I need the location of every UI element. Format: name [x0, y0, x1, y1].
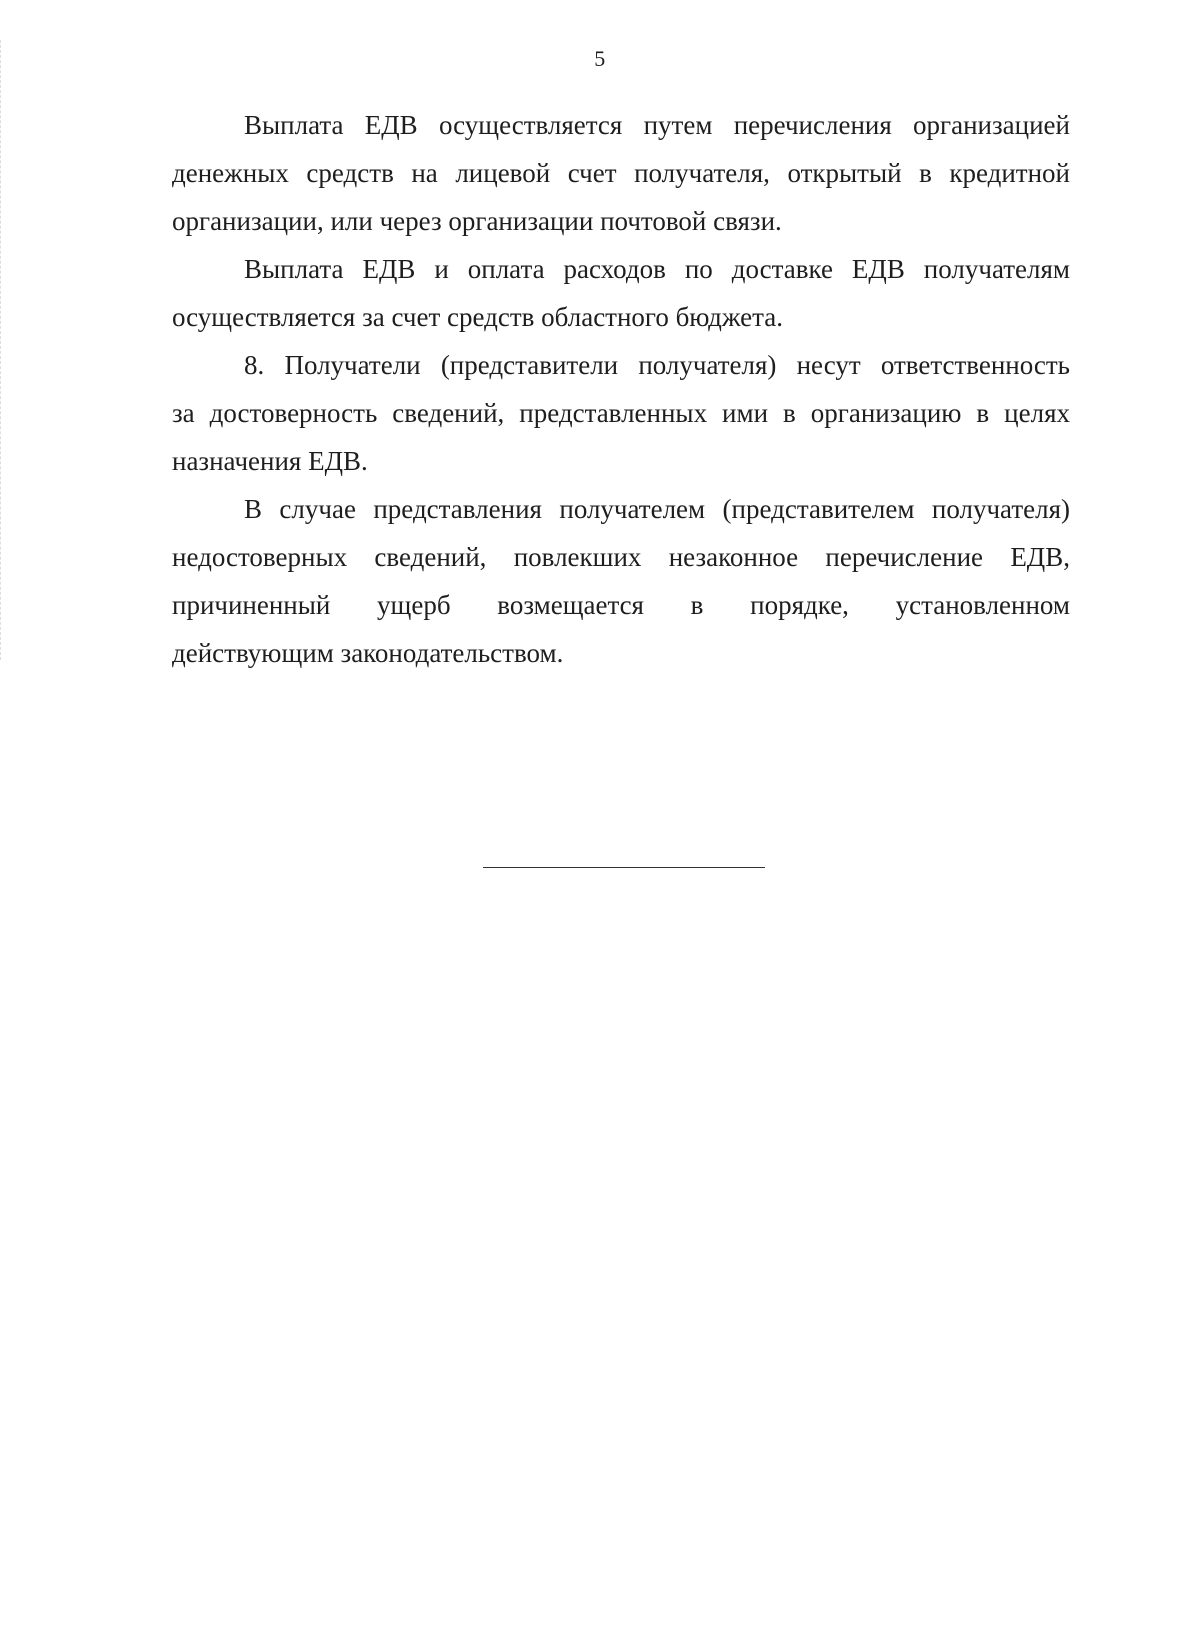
- text-line: организации, или через организации почтовой связи.: [172, 206, 782, 236]
- page-number: 5: [594, 46, 606, 71]
- text-line: 8. Получатели (представители получателя) несут ответственность: [244, 350, 1070, 380]
- text-line: недостоверных сведений, повлекших незаконное перечисление ЕДВ,: [172, 542, 1070, 572]
- text-line: Выплата ЕДВ осуществляется путем перечисления организацией: [244, 110, 1070, 140]
- text-line: назначения ЕДВ.: [172, 446, 368, 476]
- paragraph-payment-method: [172, 101, 1070, 245]
- paragraph-payment-funding: [172, 245, 1070, 341]
- end-of-document-rule: [483, 867, 765, 868]
- text-line: В случае представления получателем (представителем получателя): [244, 494, 1070, 524]
- text-line: за достоверность сведений, представленных ими в организацию в целях: [172, 398, 1070, 428]
- scan-edge-mark: [0, 40, 3, 660]
- text-line: осуществляется за счет средств областного бюджета.: [172, 302, 783, 332]
- text-line: денежных средств на лицевой счет получателя, открытый в кредитной: [172, 158, 1070, 188]
- text-line: Выплата ЕДВ и оплата расходов по доставке ЕДВ получателям: [244, 254, 1070, 284]
- text-line: причиненный ущерб возмещается в порядке, установленном: [172, 590, 1070, 620]
- paragraph-false-information: [172, 485, 1070, 677]
- document-body: [172, 101, 1070, 677]
- text-line: действующим законодательством.: [172, 638, 564, 668]
- paragraph-recipient-responsibility: [172, 341, 1070, 485]
